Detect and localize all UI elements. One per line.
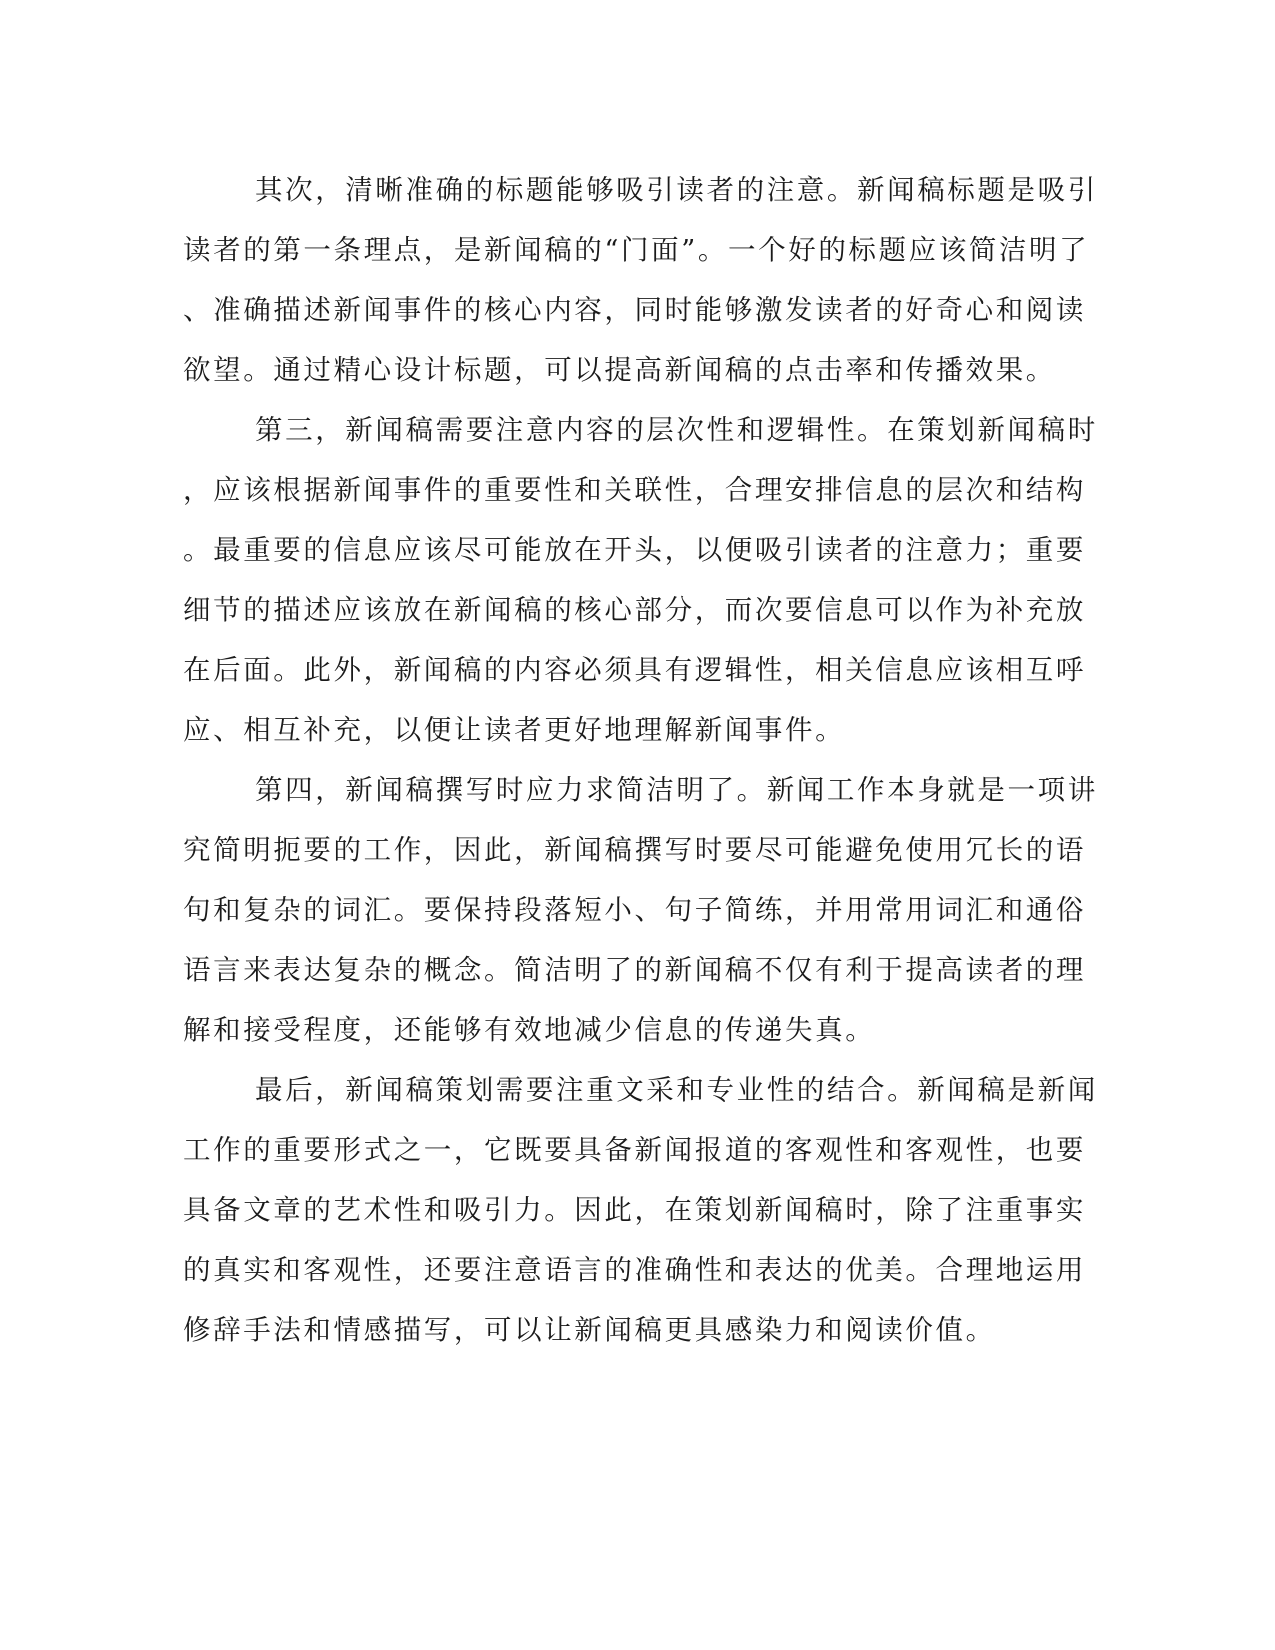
text-line: 具备文章的艺术性和吸引力。因此，在策划新闻稿时，除了注重事实 (183, 1194, 1086, 1226)
text-line: 。最重要的信息应该尽可能放在开头，以便吸引读者的注意力；重要 (183, 534, 1086, 566)
text-line: ，应该根据新闻事件的重要性和关联性，合理安排信息的层次和结构 (183, 474, 1086, 506)
text-line: 解和接受程度，还能够有效地减少信息的传递失真。 (183, 1014, 876, 1046)
text-line: 第三，新闻稿需要注意内容的层次性和逻辑性。在策划新闻稿时 (255, 414, 1098, 446)
text-line: 第四，新闻稿撰写时应力求简洁明了。新闻工作本身就是一项讲 (255, 774, 1098, 806)
text-line: 究简明扼要的工作，因此，新闻稿撰写时要尽可能避免使用冗长的语 (183, 834, 1086, 866)
text-line: 读者的第一条理点，是新闻稿的“门面”。一个好的标题应该简洁明了 (183, 234, 1090, 266)
text-line: 工作的重要形式之一，它既要具备新闻报道的客观性和客观性，也要 (183, 1134, 1086, 1166)
text-line: 应、相互补充，以便让读者更好地理解新闻事件。 (183, 714, 846, 746)
paragraph-structure-logic (183, 400, 1098, 760)
text-line: 、准确描述新闻事件的核心内容，同时能够激发读者的好奇心和阅读 (183, 294, 1086, 326)
text-line: 句和复杂的词汇。要保持段落短小、句子简练，并用常用词汇和通俗 (183, 894, 1086, 926)
text-line: 语言来表达复杂的概念。简洁明了的新闻稿不仅有利于提高读者的理 (183, 954, 1086, 986)
document-body (183, 160, 1098, 1360)
text-line: 的真实和客观性，还要注意语言的准确性和表达的优美。合理地运用 (183, 1254, 1086, 1286)
paragraph-style-professionalism (183, 1060, 1098, 1360)
text-line: 欲望。通过精心设计标题，可以提高新闻稿的点击率和传播效果。 (183, 354, 1056, 386)
text-line: 细节的描述应该放在新闻稿的核心部分，而次要信息可以作为补充放 (183, 594, 1086, 626)
text-line: 修辞手法和情感描写，可以让新闻稿更具感染力和阅读价值。 (183, 1314, 996, 1346)
text-line: 其次，清晰准确的标题能够吸引读者的注意。新闻稿标题是吸引 (255, 174, 1098, 206)
text-line: 最后，新闻稿策划需要注重文采和专业性的结合。新闻稿是新闻 (255, 1074, 1098, 1106)
paragraph-conciseness (183, 760, 1098, 1060)
text-line: 在后面。此外，新闻稿的内容必须具有逻辑性，相关信息应该相互呼 (183, 654, 1086, 686)
paragraph-title-importance (183, 160, 1098, 400)
